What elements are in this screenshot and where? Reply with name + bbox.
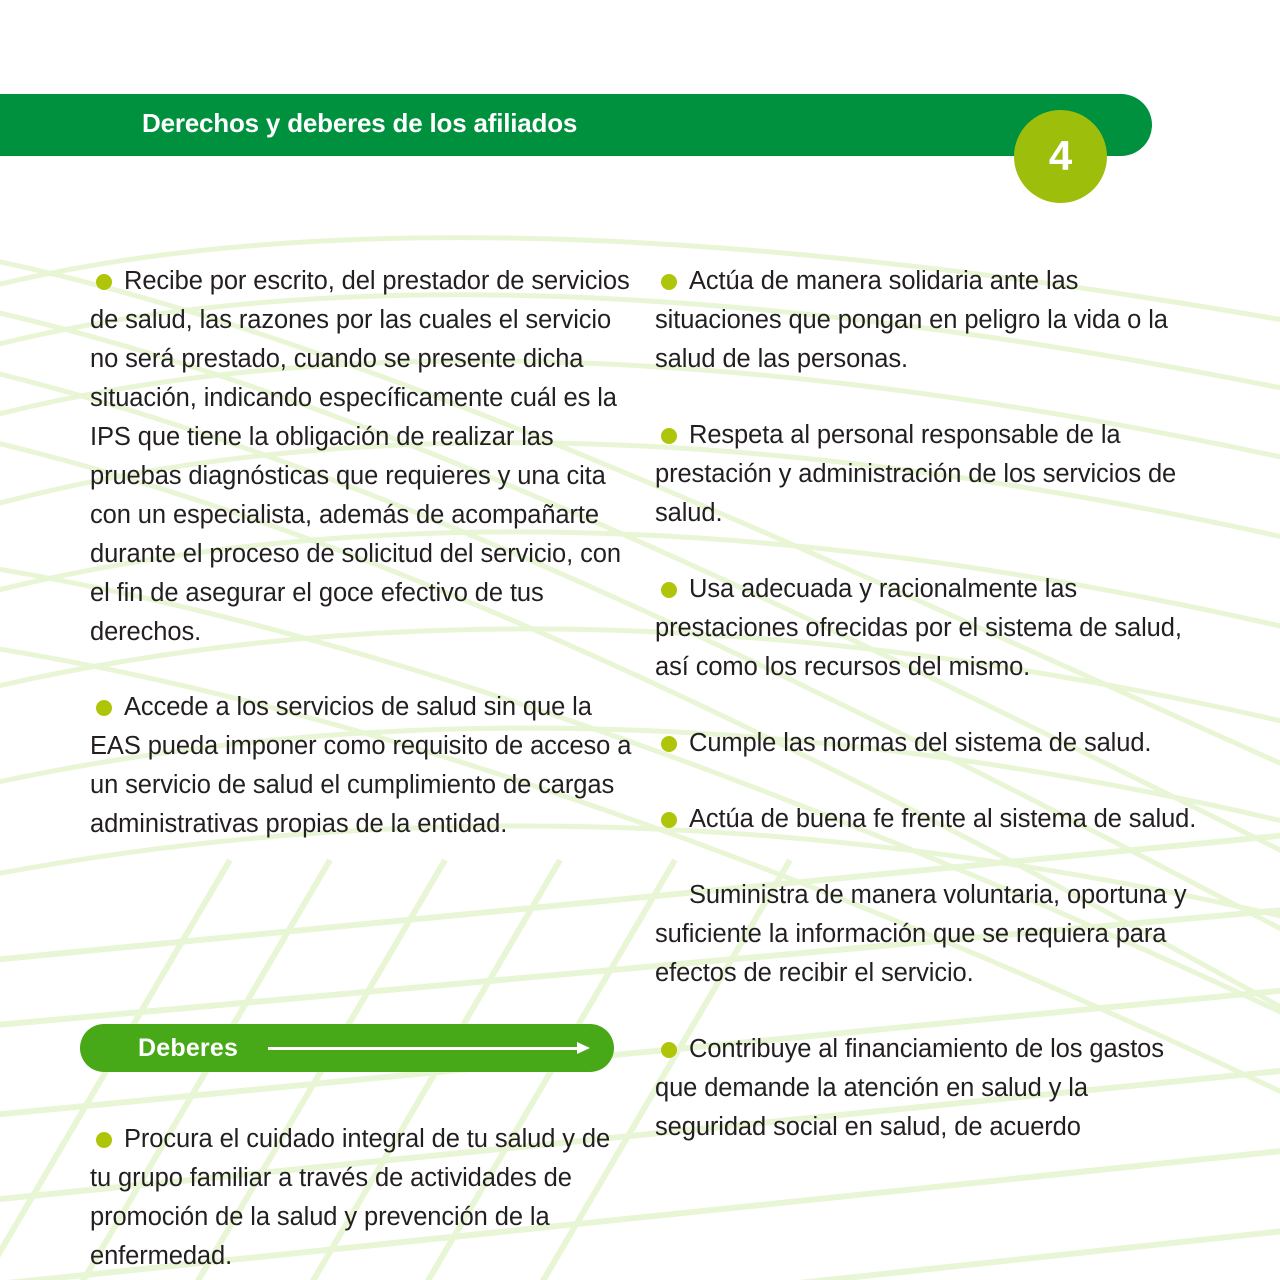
list-item: [655, 876, 1200, 993]
list-item: [655, 800, 1200, 839]
bullet-dot-icon: [661, 1042, 677, 1058]
list-item-text: Usa adecuada y racionalmente las prestaciones ofrecidas por el sistema de salud, así como los recursos del mismo.: [655, 575, 1182, 681]
list-item: [90, 688, 635, 844]
list-item-text: Cumple las normas del sistema de salud.: [689, 729, 1152, 757]
list-item-text: Accede a los servicios de salud sin que la EAS pueda imponer como requisito de acceso a un servicio de salud el cumplimiento de cargas administrativas propias de la entidad.: [90, 693, 632, 838]
right-column: [655, 262, 1200, 1184]
bullet-dot-icon: [96, 1132, 112, 1148]
list-item-text: Procura el cuidado integral de tu salud y de tu grupo familiar a través de actividades de promoción de la salud y prevención de la enfermedad.: [90, 1125, 611, 1270]
deberes-label: Deberes: [138, 1033, 239, 1062]
bullet-dot-icon: [96, 274, 112, 290]
list-item: [655, 262, 1200, 379]
bullet-dot-icon: [661, 736, 677, 752]
page-title: Derechos y deberes de los afiliados: [142, 108, 578, 138]
list-item-text: Actúa de manera solidaria ante las situaciones que pongan en peligro la vida o la salud de las personas.: [655, 267, 1168, 373]
left-column: [90, 262, 635, 875]
arrow-right-icon: [268, 1047, 590, 1050]
deberes-section-banner: [80, 1024, 614, 1072]
page-number-badge: [1014, 110, 1107, 203]
bullet-dot-icon: [661, 582, 677, 598]
list-item: [655, 416, 1200, 533]
bullet-dot-icon: [661, 274, 677, 290]
list-item: [655, 724, 1200, 763]
list-item-text: Suministra de manera voluntaria, oportuna y suficiente la información que se requiera para efectos de recibir el servicio.: [655, 881, 1187, 987]
bullet-dot-icon: [661, 812, 677, 828]
bullet-dot-icon: [96, 700, 112, 716]
list-item: [655, 1030, 1200, 1147]
list-item-text: Actúa de buena fe frente al sistema de salud.: [689, 805, 1197, 833]
list-item: [655, 570, 1200, 687]
list-item-text: Respeta al personal responsable de la prestación y administración de los servicios de salud.: [655, 421, 1177, 527]
list-item: [90, 262, 635, 652]
list-item-text: Recibe por escrito, del prestador de servicios de salud, las razones por las cuales el servicio no será prestado, cuando se presente dicha situación, indicando específicamente cuál es la IPS que tiene la obligación de realizar las pruebas diagnósticas que requieres y una cita con un especialista, además de acompañarte durante el proceso de solicitud del servicio, con el fin de asegurar el goce efectivo de tus derechos.: [90, 267, 630, 646]
bullet-dot-icon: [661, 428, 677, 444]
list-item: [90, 1120, 635, 1276]
left-column-deberes: [90, 1120, 635, 1280]
list-item-text: Contribuye al financiamiento de los gastos que demande la atención en salud y la seguridad social en salud, de acuerdo: [655, 1035, 1164, 1141]
page-number-label: 4: [1048, 131, 1073, 179]
